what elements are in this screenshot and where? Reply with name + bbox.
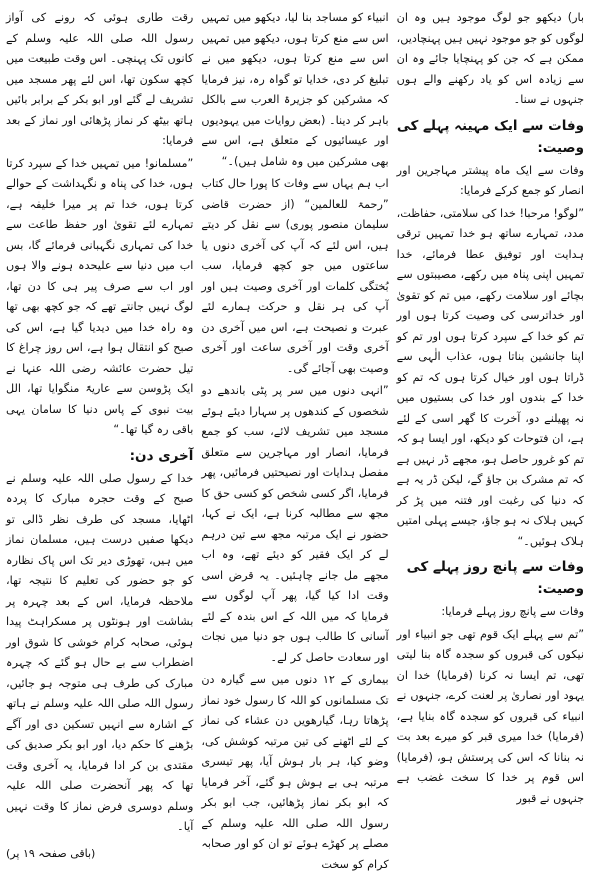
continued-note: (باقی صفحہ ۱۹ پر) xyxy=(6,846,96,860)
paragraph: اب ہم یہاں سے وفات کا پورا حال کتاب ”رحمۃ للعالمین“ (از حضرت قاضی سلیمان منصور پوری) سے نقل کر دیتے ہیں، اس لئے کہ آپ کی آخری دنوں یا ساعتوں میں جو کچھ فرمایا، سب بُختگی کلمات اور آخری وصیت ہیں اور آپ کی ہر نقل و حرکت ہمارے لئے عبرت و نصیحت ہے، اس میں آخری دن آخری وقت اور آخری ساعت اور آخری وصیت بھی آجائے گی۔ xyxy=(201,177,389,375)
paragraph: خدا کے رسول صلی اللہ علیہ وسلم نے صبح کے وقت حجرہ مبارک کا پردہ اٹھایا، مسجد کی طرف نظر ڈالی تو دیکھا صفیں درست ہیں، مسلمان نماز میں ہیں، تھوڑی دیر تک اس پاک نظارہ کو جو حضور کی تعلیم کا نتیجہ تھا، ملاحظہ فرمایا، اس کے بعد چہرہ پر بشاشت اور ہونٹوں پر مسکراہٹ پیدا ہوئی، صحابہ کرام خوشی کا شوق اور اضطراب سے بے حال ہو گئے کہ چہرہ مبارک کی طرف ہی متوجہ ہو جائیں، رسول اللہ صلی اللہ علیہ وسلم نے ہاتھ کے اشارہ سے انہیں تسکین دی اور آگے بڑھنے کا حکم دیا، اور ابو بکر صدیق کی مقتدی بن کر ادا فرمایا، یہ آخری وقت تھا کہ پھر آنحضرت صلی اللہ علیہ وسلم دوسری فرض نماز کا وقت نہیں آیا۔ xyxy=(6,471,194,833)
paragraph: رقت طاری ہوئی کہ رونے کی آواز رسول اللہ صلی اللہ علیہ وسلم کے کانوں تک پہنچی۔ اس وقت طبیعت میں کچھ سکون تھا، اس لئے پھر مسجد میں تشریف لے گئے اور ابو بکر کے برابر بائیں ہاتھ بیٹھ کر نماز پڑھائی اور نماز کے بعد فرمایا: xyxy=(6,11,194,147)
paragraph: بیماری کے ۱۲ دنوں میں سے گیارہ دن تک مسلمانوں کو اللہ کا رسول خود نماز پڑھاتا رہا، گیارھویں دن عشاء کی نماز کے لئے اٹھنے کی تین مرتبہ کوشش کی، وضو کیا، ہر بار ہوش آیا، پھر تیسری مرتبہ ہی بے ہوش ہو گئے، آخر فرمایا کہ ابو بکر نماز پڑھائیں، جب ابو بکر رسول اللہ صلی اللہ علیہ وسلم کے مصلے پر کھڑے ہوئے تو ان کو اور صحابہ کرام کو سخت xyxy=(201,673,389,871)
column-right xyxy=(396,8,584,805)
paragraph: وفات سے پانچ روز پہلے فرمایا: xyxy=(441,605,584,618)
column-left xyxy=(6,8,194,860)
section-heading: آخری دن: xyxy=(129,447,194,464)
paragraph: ”تم سے پہلے ایک قوم تھی جو انبیاء اور نیکوں کی قبروں کو سجدہ گاہ بنا لیتی تھی، تم ایسا نہ کرنا (فرمایا) خدا ان یہود اور نصاریٰ پر لعنت کرے، جنہوں نے انبیاء کی قبروں کو سجدہ گاہ بنایا ہے، (فرمایا) خدا میری قبر کو میرے بعد بت نہ بنانا کہ اس کی پرستش ہو، (فرمایا) اس قوم پر خدا کا سخت غضب ہے جنہوں نے قبور xyxy=(396,627,584,805)
paragraph: وفات سے ایک ماہ پیشتر مہاجرین اور انصار کو جمع کرکے فرمایا: xyxy=(396,163,584,197)
paragraph: انبیاء کو مساجد بنا لیا، دیکھو میں تمہیں اس سے منع کرتا ہوں، دیکھو میں تمہیں اس سے منع کرتا ہوں، دیکھو میں نے تبلیغ کر دی، خدایا تو گواہ رہ، نیز فرمایا کہ مشرکین کو جزیرۃ العرب سے بالکل باہر کر دینا۔ (بعض روایات میں یہودیوں اور عیسائیوں کے متعلق ہے، اس سے بھی مشرکین میں وہ شامل ہیں)۔“ xyxy=(201,11,389,168)
column-middle xyxy=(201,8,389,871)
section-heading: وفات سے ایک مہینہ پہلے کی وصیت: xyxy=(396,117,584,156)
section-heading: وفات سے پانچ روز پہلے کی وصیت: xyxy=(406,559,584,597)
paragraph: ”انہی دنوں میں سر پر پٹی باندھے دو شخصوں کے کندھوں پر سہارا دیئے ہوئے مسجد میں تشریف لائے، سب کو جمع فرمایا، انصار اور مہاجرین سے متعلق مفصل ہدایات اور نصیحتیں فرمائیں، پھر فرمایا، اگر کسی شخص کو کسی حق کا مجھ سے مطالبہ کرنا ہے، ایک نے کہا، حضور نے ایک مرتبہ مجھ سے تین درہم لے کر ایک فقیر کو دیئے تھے، وہ اب مجھے مل جانے چاہئیں۔ یہ قرض اسی وقت ادا کیا گیا، پھر آپ لوگوں سے فرمایا کہ میں اللہ کے اس بندہ کے لئے آسانی کا طالب ہوں جو دنیا میں نجات اور سعادت حاصل کر لے۔ xyxy=(201,384,389,664)
paragraph: بار) دیکھو جو لوگ موجود ہیں وہ ان لوگوں کو جو موجود نہیں ہیں پہنچادیں، ممکن ہے کہ جن کو پہنچایا جائے وہ ان سے زیادہ اس کو یاد رکھنے والے ہوں جنہوں نے سنا۔ xyxy=(396,11,584,106)
paragraph: ”مسلمانو! میں تمہیں خدا کے سپرد کرتا ہوں، خدا کی پناہ و نگہداشت کے حوالے کرتا ہوں، خدا تم پر میرا خلیفہ ہے، تمہارے لئے تقویٰ اور حفظ طاعت سے خدا کی تمہاری نگہبانی فرمائے گا، بس اب میں دنیا سے علیحدہ ہونے والا ہوں اور اب سے صرف پیر ہی کا دن تھا، لوگ نہیں جانتے تھے کہ جو کچھ بھی تھا وہ راہ خدا میں دیدیا گیا ہے، اس کی صبح کو انتقال ہوا ہے، اس روز چراغ کا تیل حضرت عائشہ رضی اللہ عنہا نے ایک پڑوسن سے عاریۃً منگوایا تھا، الل بیت نبوی کے پاس دنیا کا سامان یہی باقی رہ گیا تھا۔“ xyxy=(6,156,194,436)
paragraph: ”لوگو! مرحبا! خدا کی سلامتی، حفاظت، مدد، تمہارے ساتھ ہو خدا تمہیں ترقی ہدایت اور توفیق عطا فرمائے، خدا تمہیں اپنی پناہ میں رکھے، مصیبتوں سے بچائے اور سلامت رکھے، میں تم کو تقویٰ اور خداترسی کی وصیت کرتا ہوں اور تم کو خدا کے سپرد کرتا ہوں اور تم کو اپنا جانشین بناتا ہوں، عذاب الٰہی سے ڈراتا ہوں اور خیال کرتا ہوں کہ تم کو خدا کے بندوں اور خدا کی بستیوں میں نہ پھیلنے دو، آخرت کا گھر اسی کے لئے ہے، ان فتوحات کو دیکھ، اور ایسا ہو کہ تم کو غرور حاصل ہو، مجھے ڈر نہیں ہے کہ تم مشرک بن جاؤ گے، لیکن ڈر یہ ہے کہ دنیا کی رغبت اور فتنہ میں پڑ کر کہیں ہلاک نہ ہو جاؤ، جیسے پہلی امتیں ہلاک ہوئیں۔“ xyxy=(396,206,584,548)
